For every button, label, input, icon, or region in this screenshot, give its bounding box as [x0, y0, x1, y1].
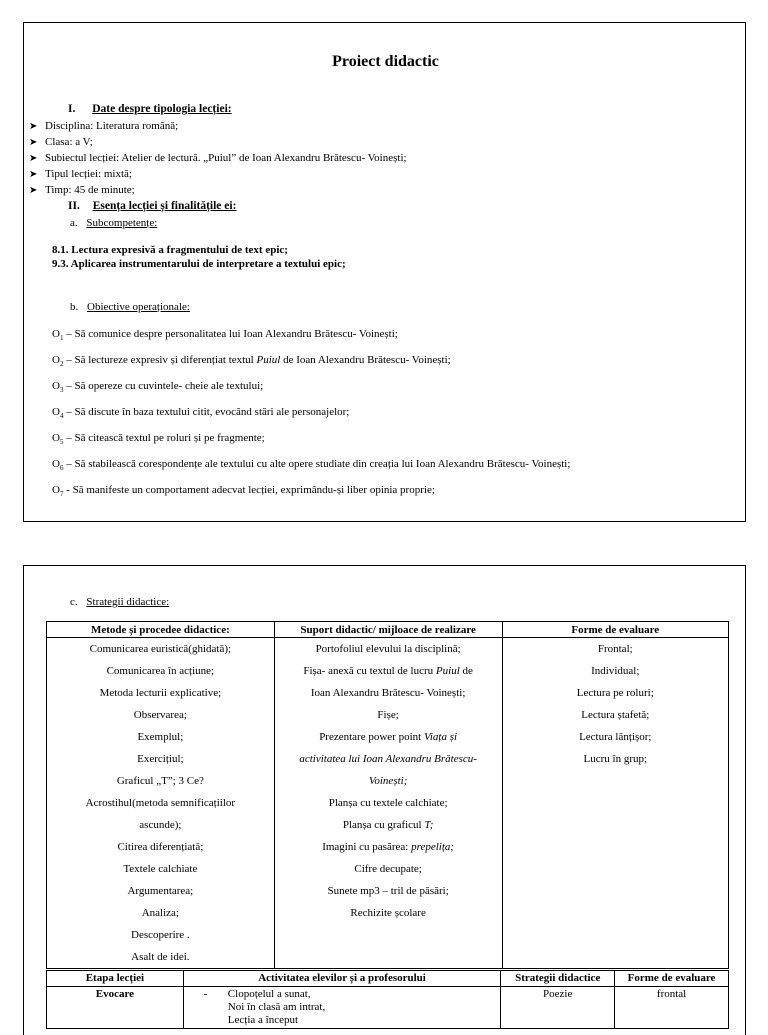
column-header: Metode și procedee didactice:	[47, 622, 275, 638]
table-row	[47, 987, 729, 1029]
list-item: Exercițiul;	[137, 753, 184, 765]
arrow-bullet-icon: ➤	[29, 121, 38, 132]
list-item: Lectura ștafetă;	[581, 709, 650, 721]
lesson-stages-table	[46, 970, 729, 1029]
objective-5: $O_5$ – Să citească textul pe roluri și pe fragmente;	[52, 432, 265, 447]
list-item: Cifre decupate;	[354, 863, 422, 875]
list-item: Analiza;	[141, 907, 179, 919]
list-item: Lectura lănțișor;	[579, 731, 652, 743]
document-page-2	[23, 565, 746, 1035]
list-item: Frontal;	[597, 643, 633, 655]
document-page-1	[23, 22, 746, 522]
list-item: Citirea diferențiată;	[117, 841, 204, 853]
objective-4: $O_4$ – Să discute în baza textului citit, evocând stări ale personajelor;	[52, 406, 350, 421]
objective-6: $O_6$ – Să stabilească corespondențe ale textului cu alte opere studiate din creația lui Ioan Alexandru Brătescu- Voinești;	[52, 458, 571, 473]
column-header: Forme de evaluare	[615, 971, 729, 987]
competence: 8.1. Lectura expresivă a fragmentului de text epic;	[52, 244, 288, 256]
subsection-b: b. Obiective operaționale:	[70, 301, 190, 313]
list-item: Observarea;	[133, 709, 187, 721]
list-item: Sunete mp3 – tril de păsări;	[327, 885, 449, 897]
methods-cell	[47, 638, 275, 969]
subsection-a: a. Subcompetențe:	[70, 217, 158, 229]
strategies-table	[46, 621, 729, 969]
objective-7: $O_7$ - Să manifeste un comportament adecvat lecției, exprimându-și liber opinia proprie;	[52, 484, 435, 499]
info-item: ➤ Disciplina: Literatura română;	[29, 120, 179, 132]
list-item: Metoda lecturii explicative;	[99, 687, 222, 699]
objective-3: $O_3$ – Să opereze cu cuvintele- cheie ale textului;	[52, 380, 264, 395]
evaluation-cell: frontal	[615, 987, 729, 1029]
column-header: Etapa lecției	[47, 971, 184, 987]
activity-cell	[183, 987, 501, 1029]
section-2-heading	[68, 200, 236, 212]
stage-cell: Evocare	[47, 987, 184, 1029]
list-item: Argumentarea;	[127, 885, 194, 897]
info-item: ➤ Timp: 45 de minute;	[29, 184, 135, 196]
list-item: Comunicarea euristică(ghidată);	[89, 643, 232, 655]
list-item: Portofoliul elevului la disciplină;	[315, 643, 461, 655]
arrow-bullet-icon: ➤	[29, 153, 38, 164]
list-item: Individual;	[591, 665, 640, 677]
section-1-heading	[68, 103, 232, 115]
objective-2: $O_2$ – Să lectureze expresiv și diferențiat textul Puiul de Ioan Alexandru Brătescu- Voinești;	[52, 354, 451, 369]
column-header: Activitatea elevilor și a profesorului	[183, 971, 501, 987]
list-item: Planșa cu graficul T;	[342, 819, 434, 831]
section-2-label: Esența lecției și finalitățile ei:	[92, 200, 237, 212]
info-item: ➤ Clasa: a V;	[29, 136, 93, 148]
section-1-number: I.	[68, 103, 76, 115]
list-item: Ioan Alexandru Brătescu- Voinești;	[310, 687, 466, 699]
list-item: Descoperire .	[131, 929, 190, 941]
list-item: Comunicarea în acțiune;	[106, 665, 215, 677]
evaluation-cell	[502, 638, 728, 969]
list-item: Fișe;	[377, 709, 399, 721]
support-cell	[274, 638, 502, 969]
table-header-row	[47, 971, 729, 987]
strategy-cell: Poezie	[501, 987, 615, 1029]
list-item: Prezentare power point Viața și	[319, 731, 458, 743]
list-item: Lucru în grup;	[583, 753, 648, 765]
activity-line: Clopoțelul a sunat,	[227, 988, 311, 1000]
list-item: Imagini cu pasărea: prepelița;	[322, 841, 455, 853]
column-header: Suport didactic/ mijloace de realizare	[274, 622, 502, 638]
info-item: ➤ Tipul lecției: mixtă;	[29, 168, 132, 180]
list-item: activitatea lui Ioan Alexandru Brătescu-	[299, 753, 477, 765]
list-item: Lectura pe roluri;	[576, 687, 654, 699]
list-item: Planșa cu textele calchiate;	[328, 797, 448, 809]
list-item: Textele calchiate	[123, 863, 198, 875]
list-item: Graficul „T”; 3 Ce?	[116, 775, 204, 787]
arrow-bullet-icon: ➤	[29, 169, 38, 180]
objective-1: $O_1$ – Să comunice despre personalitatea lui Ioan Alexandru Brătescu- Voinești;	[52, 328, 398, 343]
competence: 9.3. Aplicarea instrumentarului de interpretare a textului epic;	[52, 258, 346, 270]
list-item: Exemplul;	[137, 731, 184, 743]
list-item: Fișa- anexă cu textul de lucru Puiul de	[303, 665, 473, 677]
list-item: Acrostihul(metoda semnificațiilor	[85, 797, 236, 809]
list-item: Rechizite școlare	[350, 907, 426, 919]
activity-line: Lecția a început	[227, 1014, 299, 1026]
table-header-row	[47, 622, 729, 638]
list-item: Voinești;	[368, 775, 408, 787]
dash: -	[203, 988, 208, 1000]
arrow-bullet-icon: ➤	[29, 137, 38, 148]
table-row	[47, 638, 729, 969]
arrow-bullet-icon: ➤	[29, 185, 38, 196]
activity-line: Noi în clasă am intrat,	[227, 1001, 326, 1013]
subsection-c: c. Strategii didactice:	[70, 596, 170, 608]
section-2-number: II.	[68, 200, 80, 212]
list-item: ascunde);	[139, 819, 182, 831]
column-header: Strategii didactice	[501, 971, 615, 987]
info-item: ➤ Subiectul lecției: Atelier de lectură. „Puiul” de Ioan Alexandru Brătescu- Voinești;	[29, 152, 407, 164]
column-header: Forme de evaluare	[502, 622, 728, 638]
list-item: Asalt de idei.	[131, 951, 190, 963]
page-title: Proiect didactic	[332, 53, 439, 70]
section-1-label: Date despre tipologia lecției:	[92, 103, 232, 115]
